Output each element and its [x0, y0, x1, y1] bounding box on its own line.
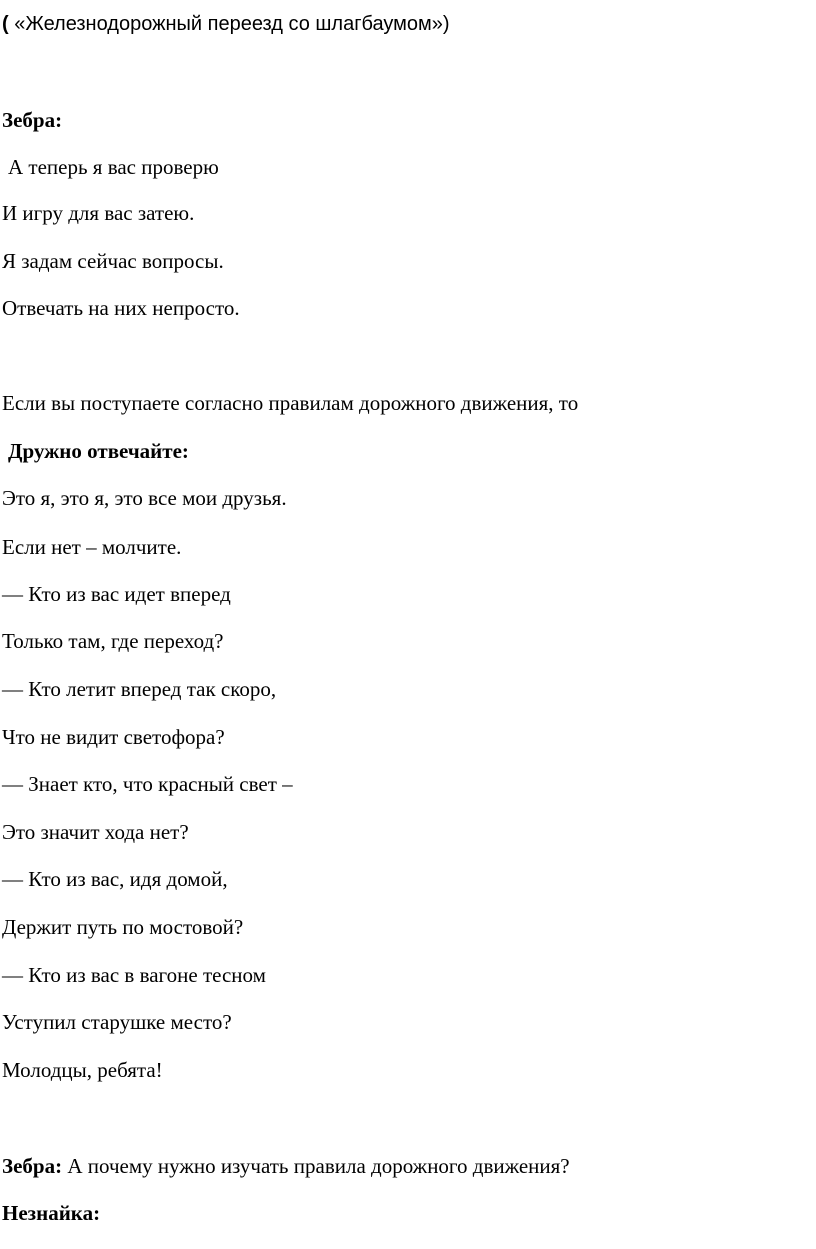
poem-line: Я задам сейчас вопросы. — [2, 249, 224, 273]
question-line: Уступил старушке место? — [2, 1010, 232, 1034]
speaker-zebra: Зебра: — [2, 108, 63, 132]
question-line: — Кто летит вперед так скоро, — [2, 677, 277, 701]
chorus-line: Это я, это я, это все мои друзья. — [2, 486, 287, 510]
question-line: — Кто из вас в вагоне тесном — [2, 963, 266, 987]
chorus-label: Дружно отвечайте: — [8, 439, 189, 463]
question-line: — Знает кто, что красный свет – — [2, 772, 293, 796]
question-line: — Кто из вас идет вперед — [2, 582, 231, 606]
question-line: Что не видит светофора? — [2, 725, 225, 749]
question-line: Держит путь по мостовой? — [2, 915, 244, 939]
speaker-zebra: Зебра: — [2, 1154, 63, 1178]
scene-heading — [2, 12, 450, 36]
zebra-question-text: А почему нужно изучать правила дорожного движения? — [62, 1154, 570, 1178]
question-line: Только там, где переход? — [2, 629, 224, 653]
poem-line: А теперь я вас проверю — [8, 155, 219, 179]
poem-line: И игру для вас затею. — [2, 201, 195, 225]
heading-text: «Железнодорожный переезд со шлагбаумом») — [8, 13, 450, 35]
poem-line: Отвечать на них непросто. — [2, 296, 240, 320]
zebra-question — [2, 1154, 570, 1178]
instruction-text: Если вы поступаете согласно правилам дорожного движения, то — [2, 391, 579, 415]
speaker-neznayka: Незнайка: — [2, 1201, 101, 1225]
question-line: Это значит хода нет? — [2, 820, 189, 844]
chorus-line: Если нет – молчите. — [2, 535, 182, 559]
question-line: — Кто из вас, идя домой, — [2, 867, 228, 891]
praise-line: Молодцы, ребята! — [2, 1058, 163, 1082]
heading-paren: ( — [2, 13, 9, 35]
